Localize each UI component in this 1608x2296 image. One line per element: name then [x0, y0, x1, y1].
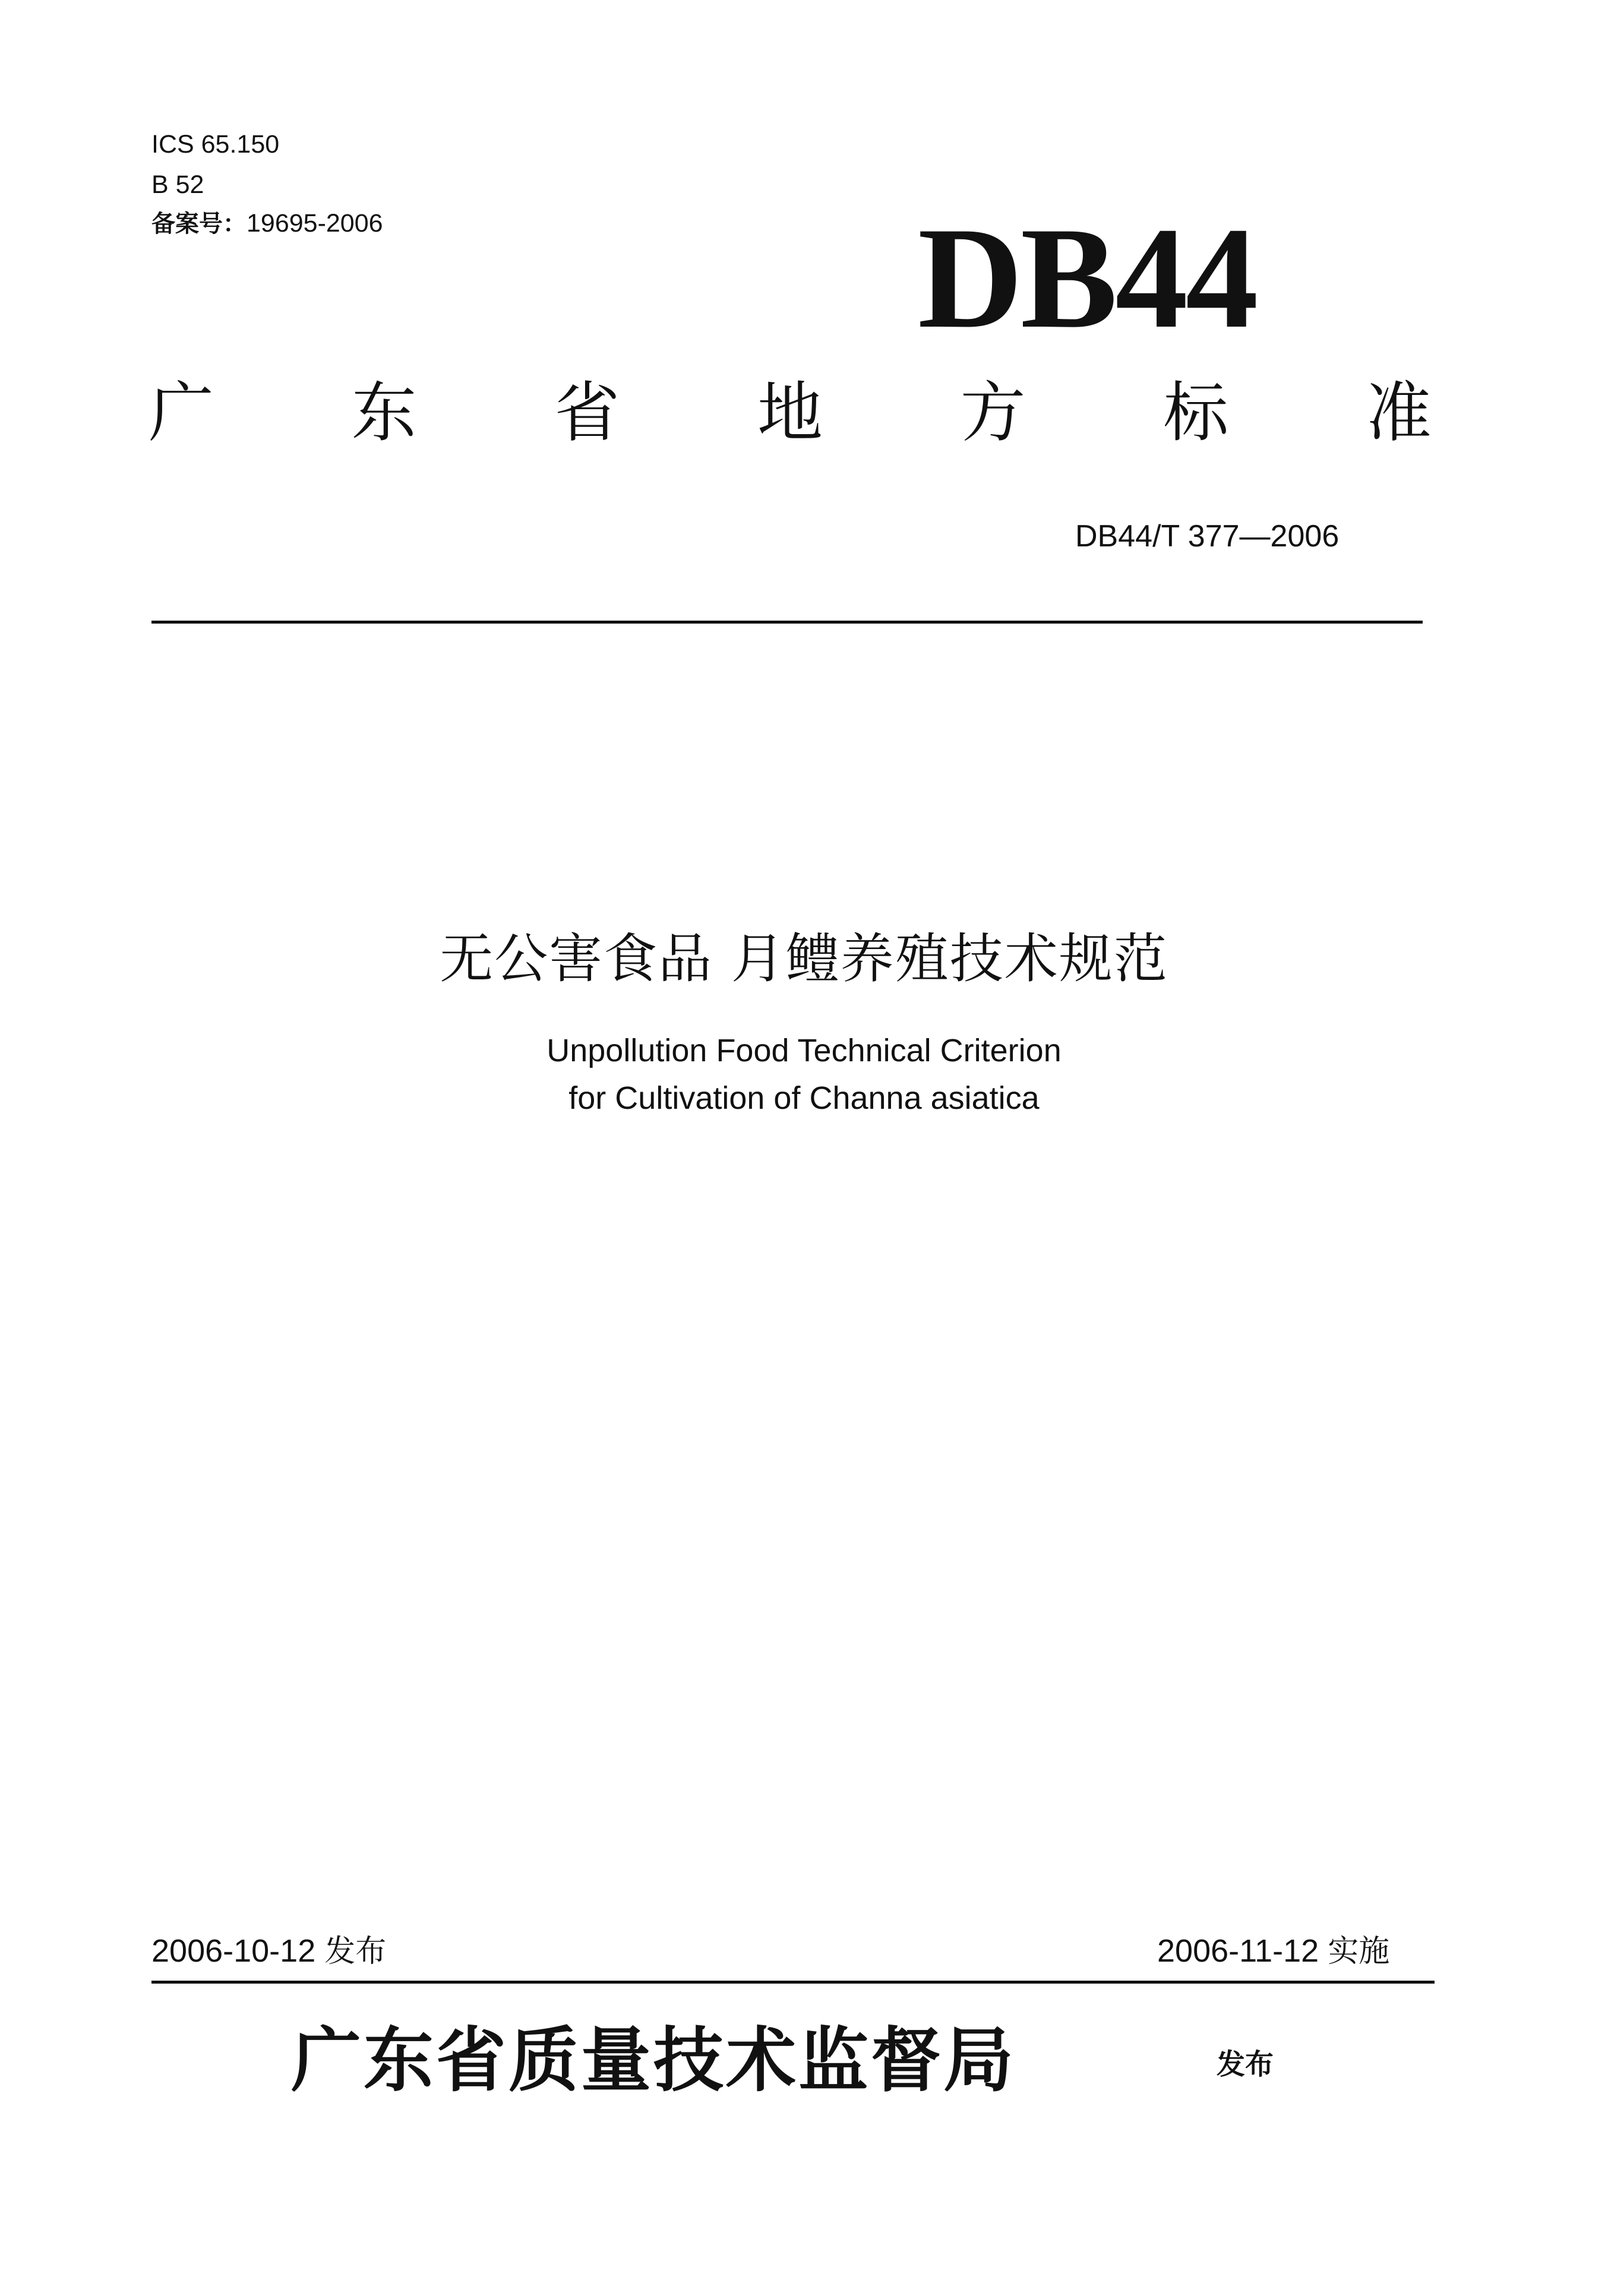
standard-type-char: 标: [1163, 375, 1229, 451]
standard-type-char: 地: [757, 375, 823, 451]
record-number-label: 备案号：: [151, 210, 247, 238]
document-title-english-line1: Unpollution Food Technical Criterion: [546, 1033, 1062, 1068]
record-number-line: [151, 211, 383, 236]
standard-type-heading: [149, 375, 1432, 451]
document-title-chinese: 无公害食品 月鳢养殖技术规范: [440, 928, 1168, 990]
standard-type-char: 省: [554, 375, 620, 451]
standard-number: DB44/T 377—2006: [1075, 519, 1340, 554]
standard-type-char: 准: [1366, 375, 1432, 451]
implementation-date-label: 实施: [1328, 1934, 1390, 1969]
document-title-english-line2: for Cultivation of Channa asiatica: [568, 1080, 1040, 1116]
standard-type-char: 东: [351, 375, 417, 451]
record-number-value: 19695-2006: [247, 209, 383, 238]
standard-type-char: 广: [149, 375, 214, 451]
implementation-date-value: 2006-11-12: [1157, 1933, 1319, 1969]
issue-date-value: 2006-10-12: [151, 1933, 316, 1969]
issuing-authority: 广东省质量技术监督局: [291, 2019, 1016, 2101]
db44-logo: DB44: [918, 197, 1256, 358]
header-divider: [151, 621, 1423, 624]
ccs-code: B 52: [151, 170, 204, 199]
standard-type-char: 方: [960, 375, 1026, 451]
footer-divider: [151, 1981, 1435, 1984]
issue-date: [151, 1935, 386, 1967]
ics-code: ICS 65.150: [151, 130, 280, 159]
implementation-date: [1157, 1935, 1389, 1967]
issued-label: 发布: [1217, 2048, 1274, 2081]
issue-date-label: 发布: [324, 1934, 387, 1969]
